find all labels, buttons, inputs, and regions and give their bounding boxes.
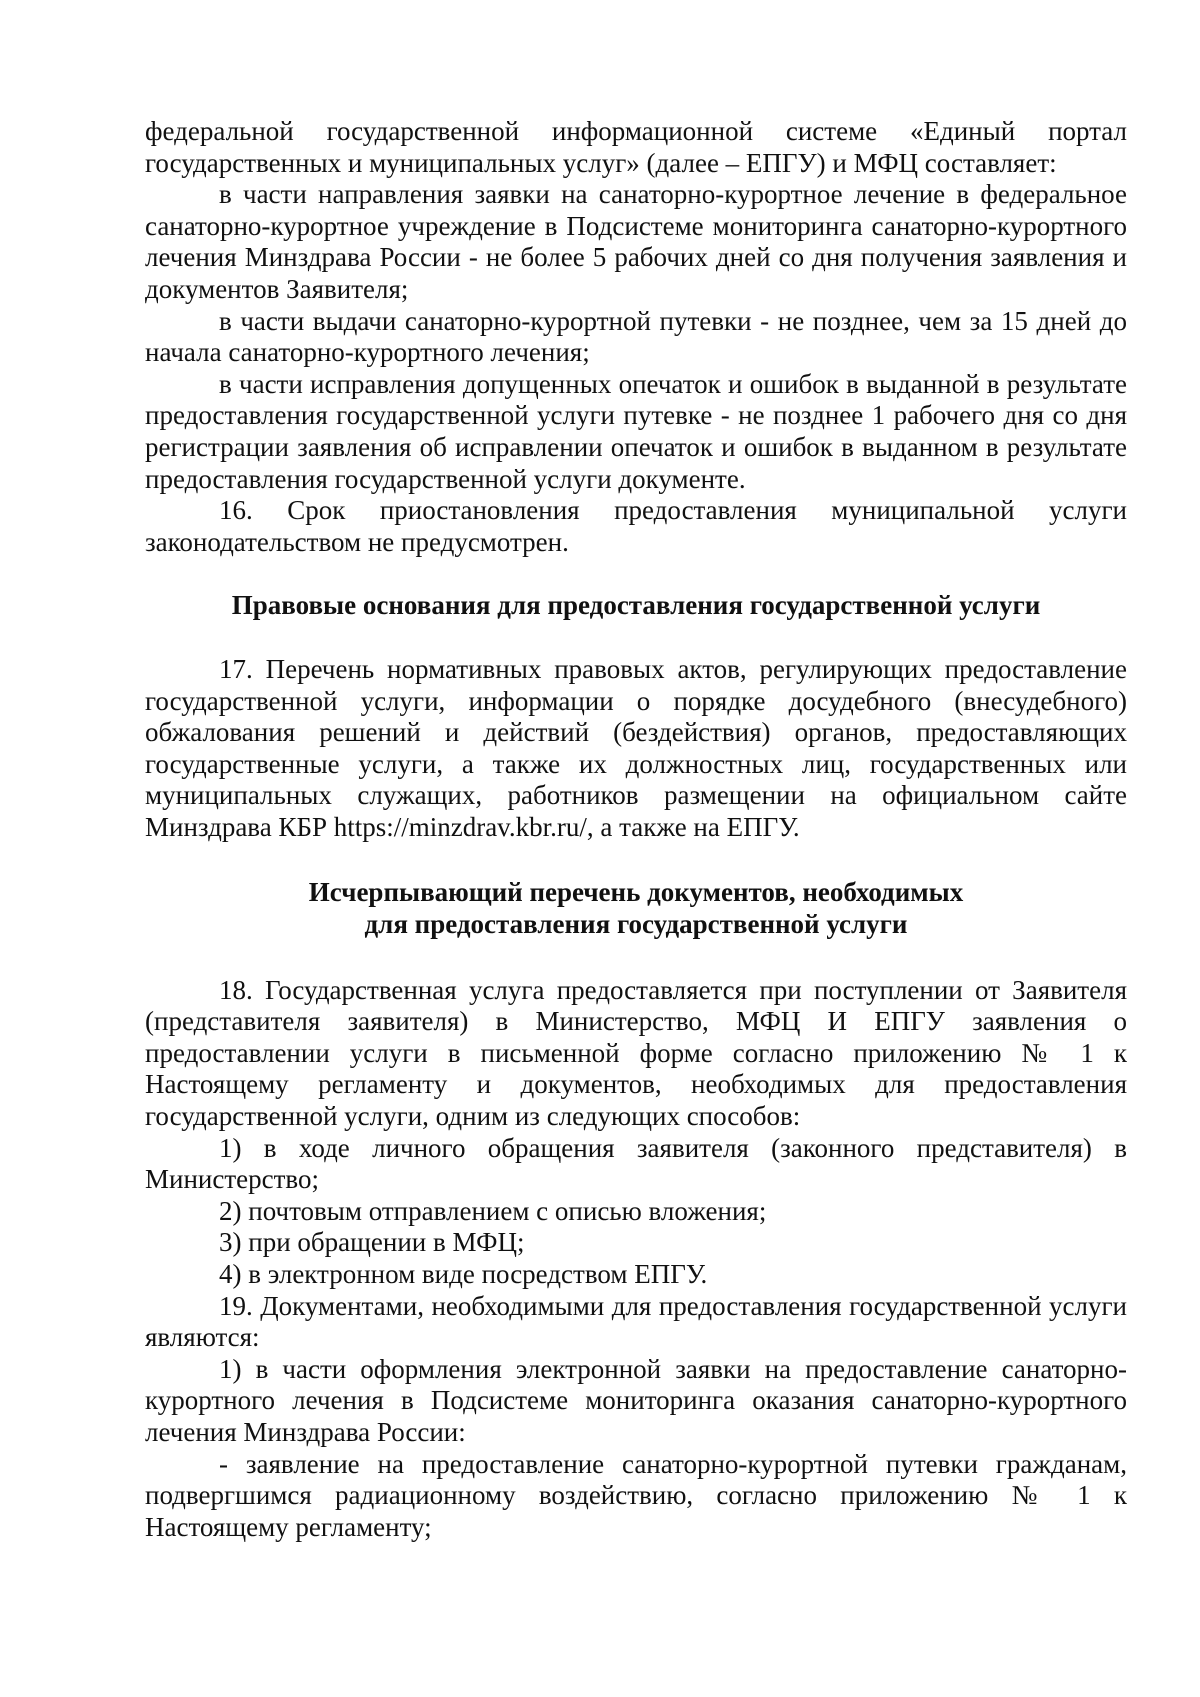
heading-required-documents-line-2: для предоставления государственной услуги — [364, 909, 908, 940]
list-item-postal: 2) почтовым отправлением с описью вложения; — [219, 1195, 767, 1226]
list-item-electronic-application: 1) в части оформления электронной заявки на предоставление санаторно-курортного лечения в Подсистеме мониторинга оказания санаторно-курортного лечения Минздрава России: — [145, 1353, 1127, 1447]
paragraph-application-deadline: в части направления заявки на санаторно-курортное лечение в федеральное санаторно-курортное учреждение в Подсистеме мониторинга санаторно-курортного лечения Минздрава России - не более 5 рабочих дней со дня получения заявления и документов Заявителя; — [145, 179, 1127, 304]
paragraph-17-legal-acts: 17. Перечень нормативных правовых актов, регулирующих предоставление государственной услуги, информации о порядке досудебного (внесудебного) обжалования решений и действий (бездействия) органов, предоставляющих государственные услуги, а также их должностных лиц, государственных или муниципальных служащих, работников размещении на официальном сайте Минздрава КБР https://minzdrav.kbr.ru/, а также на ЕПГУ. — [145, 653, 1127, 842]
paragraph-18-submission: 18. Государственная услуга предоставляется при поступлении от Заявителя (представителя заявителя) в Министерство, МФЦ И ЕПГУ заявления о предоставлении услуги в письменной форме согласно приложению № 1 к Настоящему регламенту и документов, необходимых для предоставления государственной услуги, одним из следующих способов: — [145, 974, 1127, 1132]
list-item-epgu: 4) в электронном виде посредством ЕПГУ. — [219, 1259, 708, 1289]
heading-required-documents-line-1: Исчерпывающий перечень документов, необходимых — [308, 877, 964, 908]
list-item-voucher-application: - заявление на предоставление санаторно-курортной путевки гражданам, подвергшимся радиационному воздействию, согласно приложению № 1 к Настоящему регламенту; — [145, 1448, 1127, 1542]
heading-legal-grounds: Правовые основания для предоставления государственной услуги — [231, 590, 1041, 621]
list-item-mfc: 3) при обращении в МФЦ; — [219, 1227, 525, 1258]
list-item-personal-visit: 1) в ходе личного обращения заявителя (законного представителя) в Министерство; — [145, 1132, 1127, 1195]
paragraph-portal-deadline-intro: федеральной государственной информационной системе «Единый портал государственных и муниципальных услуг» (далее – ЕПГУ) и МФЦ составляет: — [145, 116, 1127, 178]
paragraph-voucher-issue-deadline: в части выдачи санаторно-курортной путевки - не позднее, чем за 15 дней до начала санаторно-курортного лечения; — [145, 305, 1127, 368]
document-page — [145, 116, 1127, 1543]
heading-required-documents — [145, 877, 1127, 940]
paragraph-correction-deadline: в части исправления допущенных опечаток и ошибок в выданной в результате предоставления государственной услуги путевке - не позднее 1 рабочего дня со дня регистрации заявления об исправлении опечаток и ошибок в выданном в результате предоставления государственной услуги документе. — [145, 368, 1127, 494]
paragraph-19-documents: 19. Документами, необходимыми для предоставления государственной услуги являются: — [145, 1290, 1127, 1353]
paragraph-16-suspension: 16. Срок приостановления предоставления муниципальной услуги законодательством не предусмотрен. — [145, 495, 1127, 557]
